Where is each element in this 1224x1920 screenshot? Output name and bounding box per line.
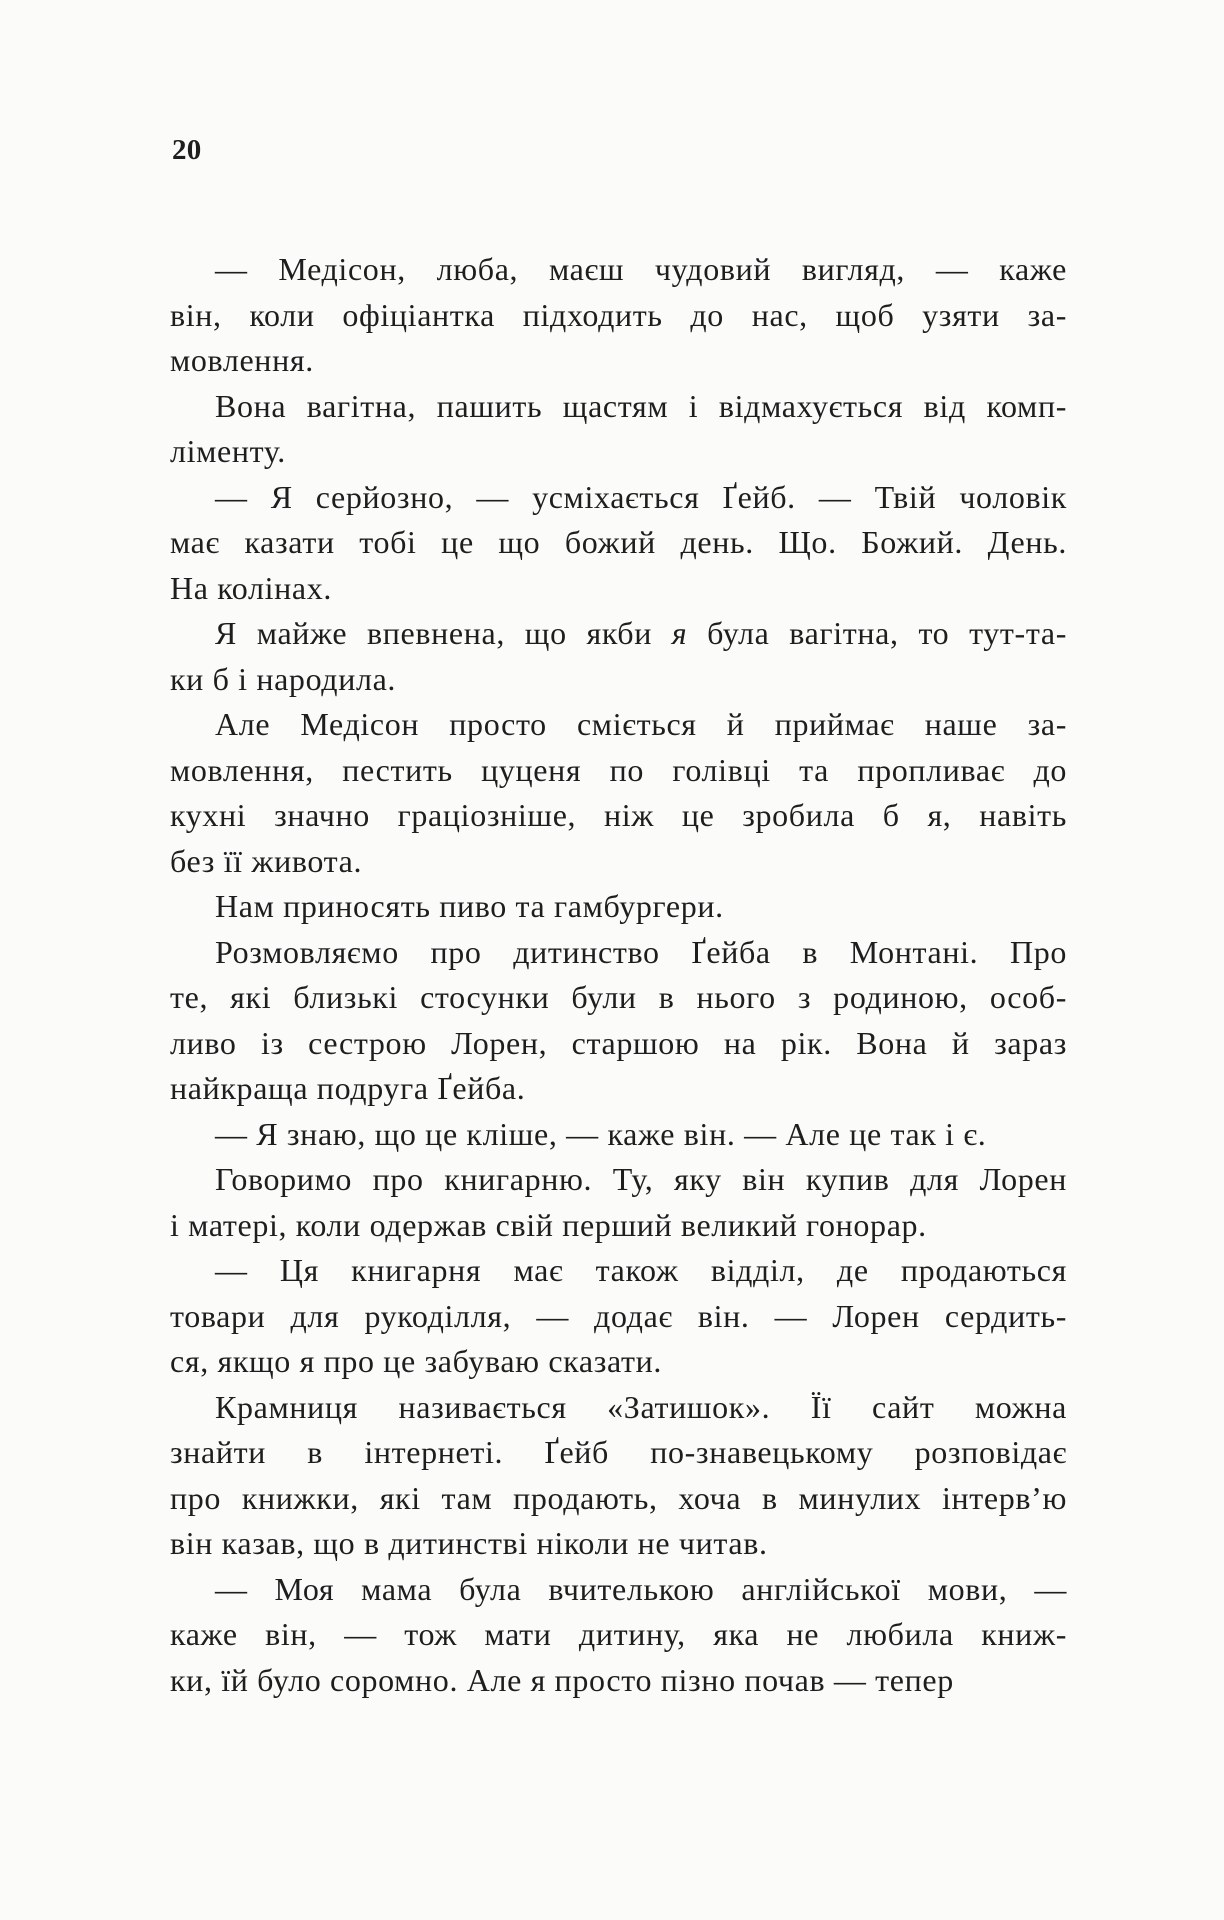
text-line: він казав, що в дитинстві ніколи не читав. [170, 1525, 768, 1561]
text-line: ки, їй було соромно. Але я просто пізно почав — тепер [170, 1661, 954, 1698]
text-line: про книжки, які там продають, хоча в минулих інтерв’ю [170, 1479, 1067, 1516]
text-line: має казати тобі це що божий день. Що. Божий. День. [170, 524, 1067, 560]
text-line: без її живота. [170, 842, 363, 879]
text-line: — Я серйозно, — усміхається Ґейб. — Твій чоловік [215, 478, 1067, 515]
text-line: — Ця книгарня має також відділ, де продаються [215, 1252, 1067, 1288]
text-line: Але Медісон просто сміється й приймає наше за- [215, 706, 1067, 742]
text-segment: Я майже впевнена, що якби [215, 615, 672, 651]
page-text [170, 247, 1067, 1703]
text-line: Нам приносять пиво та гамбургери. [215, 888, 724, 924]
italic-text-segment: я [671, 615, 688, 651]
text-line: ливо із сестрою Лорен, старшою на рік. Вона й зараз [170, 1024, 1067, 1061]
text-line: На колінах. [170, 569, 333, 606]
text-line: — Медісон, люба, маєш чудовий вигляд, — каже [215, 251, 1067, 287]
text-line: — Я знаю, що це кліше, — каже він. — Але це так і є. [215, 1115, 987, 1152]
text-line: Крамниця називається «Затишок». Її сайт можна [215, 1388, 1067, 1425]
text-line: мовлення. [170, 342, 314, 378]
text-line: і матері, коли одержав свій перший великий гонорар. [170, 1206, 927, 1243]
text-line: ся, якщо я про це забуваю сказати. [170, 1343, 663, 1379]
text-line: Говоримо про книгарню. Ту, яку він купив для Лорен [215, 1161, 1067, 1197]
text-line: каже він, — тож мати дитину, яка не любила книж- [170, 1616, 1067, 1652]
text-line: Розмовляємо про дитинство Ґейба в Монтані. Про [215, 933, 1067, 970]
text-line: знайти в інтернеті. Ґейб по-знавецькому розповідає [170, 1434, 1067, 1470]
text-line: ліменту. [170, 433, 286, 469]
text-line: те, які близькі стосунки були в нього з родиною, особ- [170, 979, 1067, 1015]
text-line: — Моя мама була вчителькою англійської мови, — [215, 1570, 1067, 1607]
text-line: ки б і народила. [170, 660, 397, 697]
text-line: він, коли офіціантка підходить до нас, щоб узяти за- [170, 296, 1067, 333]
page-number: 20 [172, 134, 202, 166]
text-line: мовлення, пестить цуценя по голівці та пропливає до [170, 751, 1067, 788]
text-line: Вона вагітна, пашить щастям і відмахується від комп- [215, 387, 1067, 424]
text-line: кухні значно граціозніше, ніж це зробила б я, навіть [170, 797, 1067, 833]
text-line: найкраща подруга Ґейба. [170, 1070, 526, 1106]
text-line: товари для рукоділля, — додає він. — Лорен сердить- [170, 1297, 1067, 1334]
text-segment: була вагітна, то тут-та- [687, 615, 1068, 651]
text-line [170, 611, 1067, 657]
